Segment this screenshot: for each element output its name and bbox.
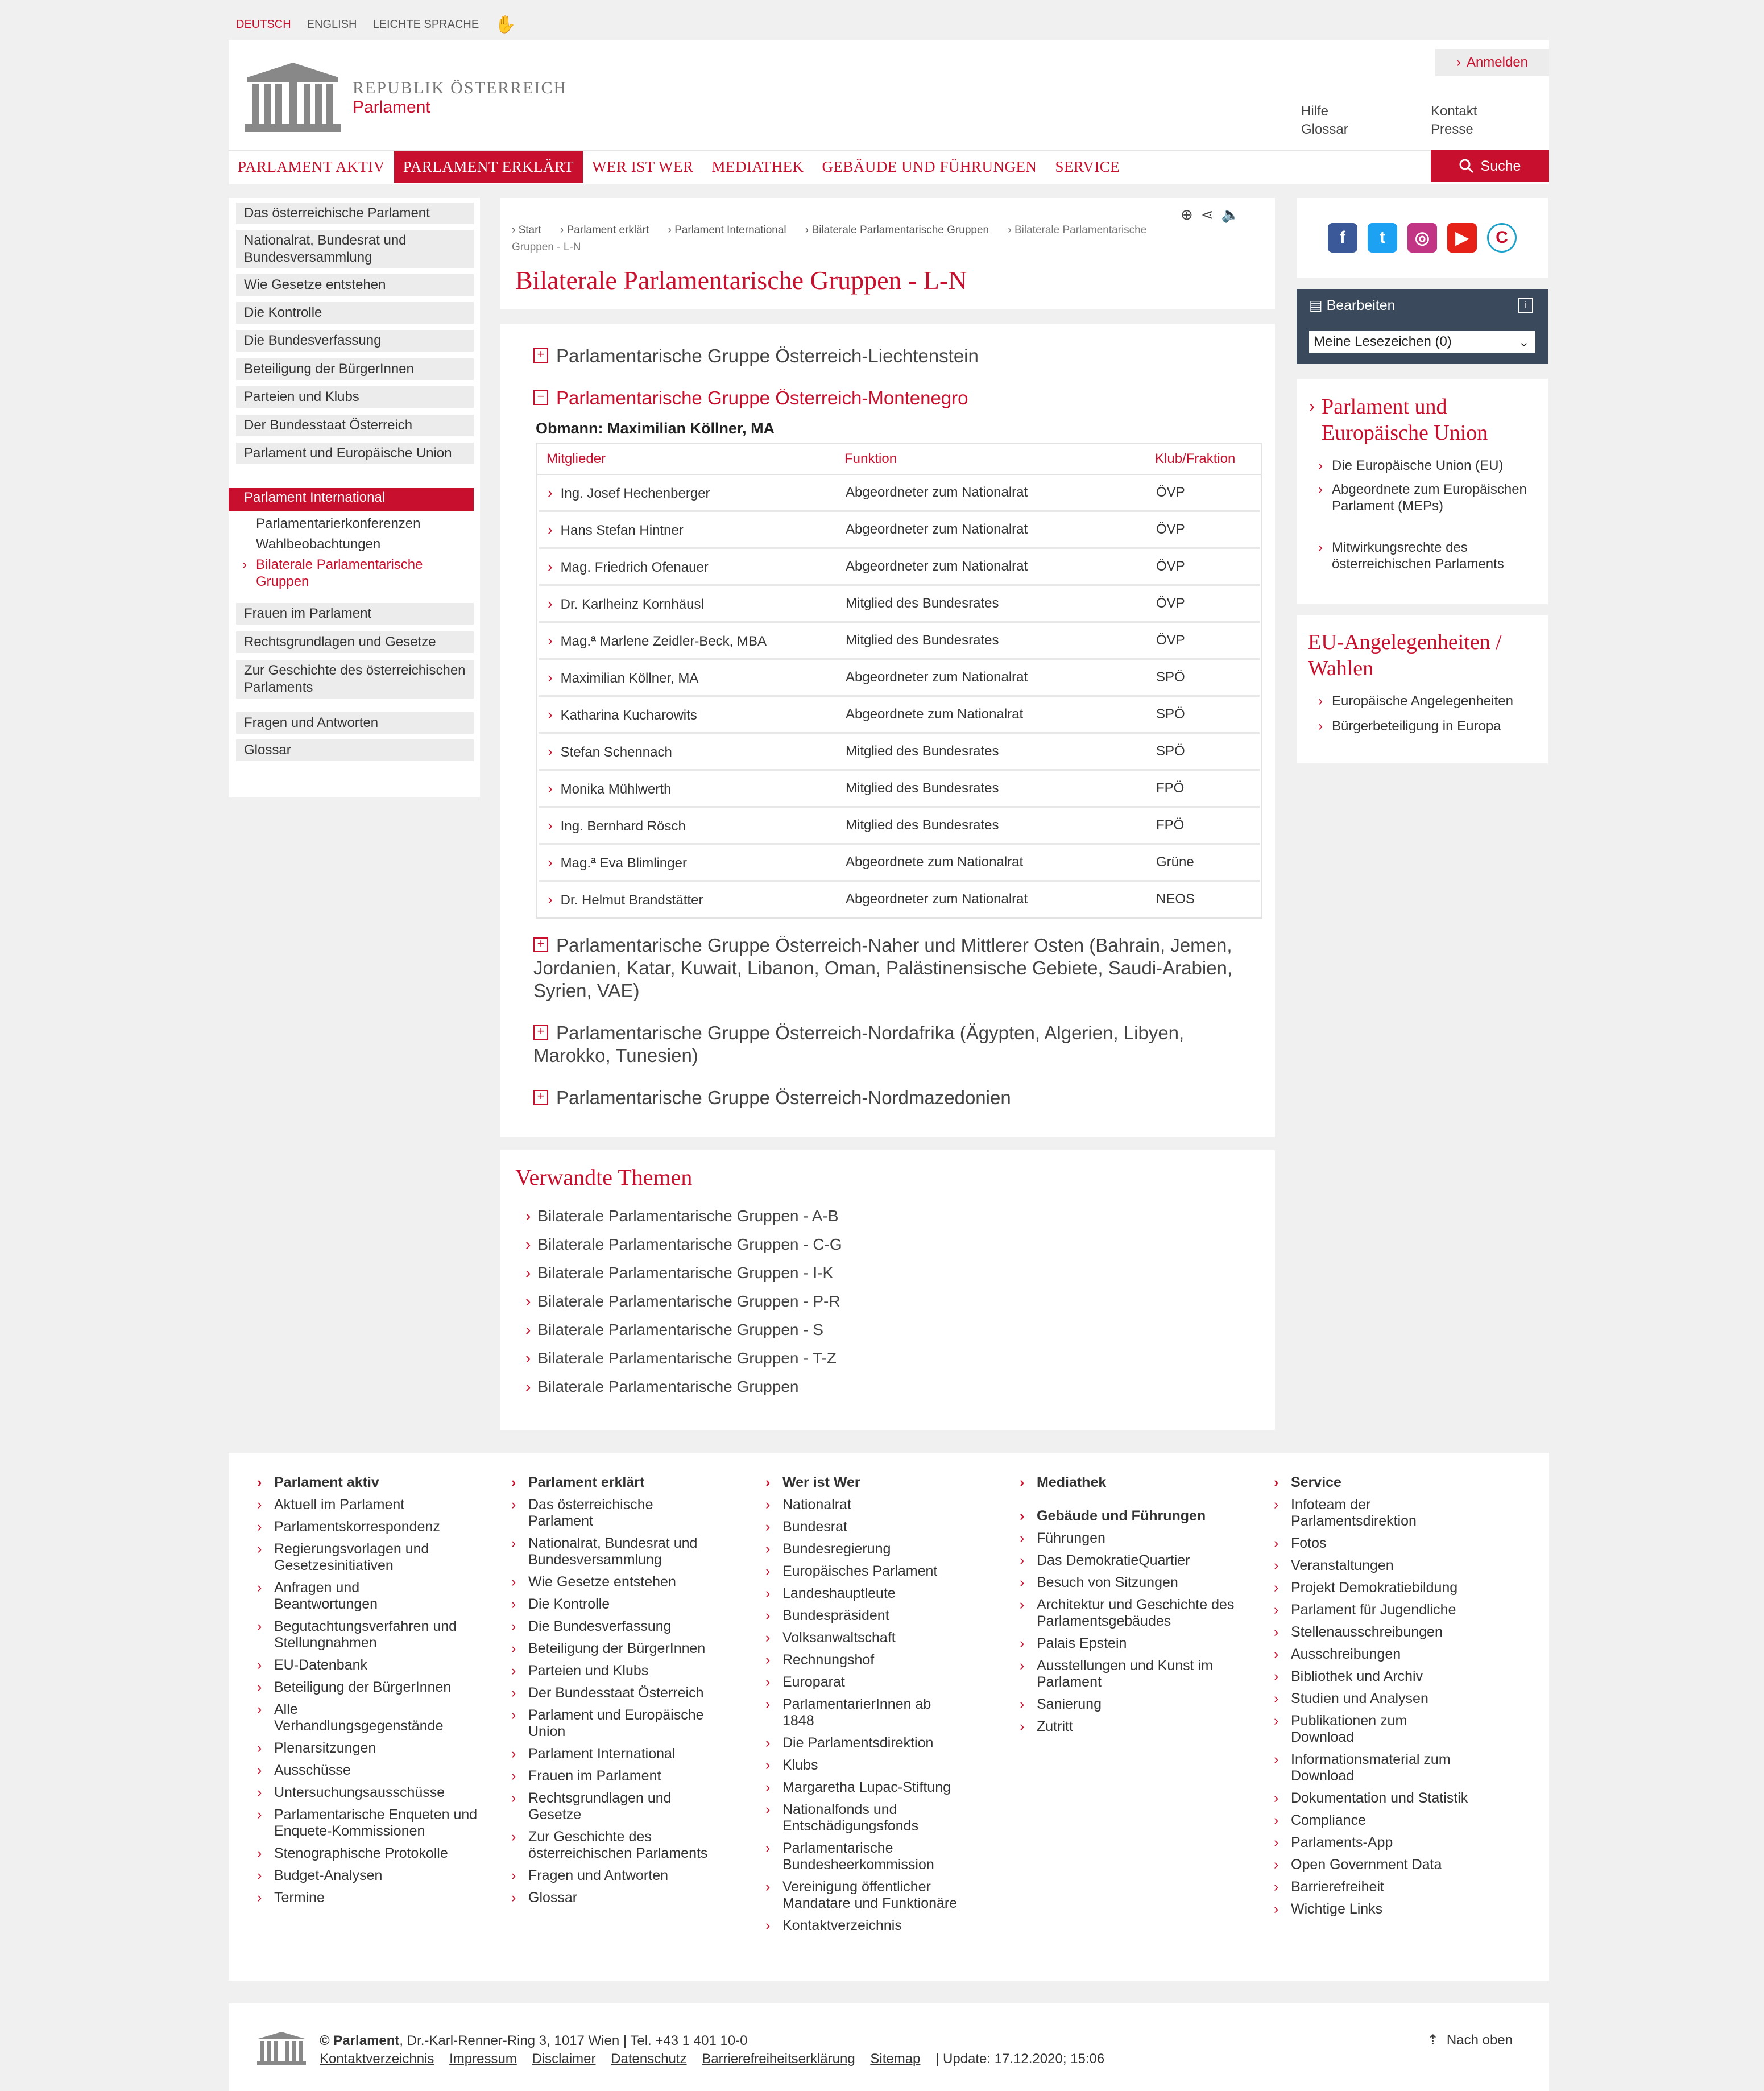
table-row[interactable]: › Maximilian Köllner, MA Abgeordneter zum Nationalrat SPÖ — [539, 660, 1260, 697]
footer-link[interactable]: › Bibliothek und Archiv — [1274, 1668, 1507, 1685]
footer-heading[interactable]: › Mediathek — [1020, 1474, 1253, 1491]
open-data-icon[interactable]: C — [1487, 223, 1517, 253]
footer-link[interactable]: › Bundesregierung — [765, 1541, 999, 1557]
language-bar — [236, 16, 516, 33]
footer-link[interactable]: › Anfragen und Beantwortungen — [257, 1580, 399, 1613]
col-klub: Klub/Fraktion — [1155, 451, 1236, 466]
related-link-s[interactable]: › Bilaterale Parlamentarische Gruppen - S — [525, 1321, 823, 1339]
sidebar-item-rechtsgrundlagen[interactable]: Rechtsgrundlagen und Gesetze — [236, 631, 474, 653]
related-link-a-b[interactable]: › Bilaterale Parlamentarische Gruppen - A-B — [525, 1207, 838, 1225]
sidebar-sub-wahlbeobachtungen[interactable]: Wahlbeobachtungen — [256, 536, 381, 552]
logo-subtitle: Parlament — [353, 98, 430, 117]
table-row[interactable]: › Stefan Schennach Mitglied des Bundesrates SPÖ — [539, 734, 1260, 771]
footer-link[interactable]: › Dokumentation und Statistik — [1274, 1790, 1507, 1807]
parliament-building-icon — [245, 60, 341, 135]
footer-link[interactable]: › Fragen und Antworten — [511, 1867, 744, 1884]
nav-parlament-aktiv[interactable]: PARLAMENT AKTIV — [238, 158, 385, 175]
footer-heading[interactable]: › Parlament aktiv — [257, 1474, 490, 1491]
footer-link[interactable]: › Bundespräsident — [765, 1607, 999, 1624]
breadcrumb-international[interactable]: › Parlament International — [668, 224, 786, 236]
parliament-logo-small-icon — [257, 2031, 306, 2066]
sidebar-item-bundesverfassung[interactable]: Die Bundesverfassung — [236, 330, 474, 352]
sidebar-item-gesetze[interactable]: Wie Gesetze entstehen — [236, 274, 474, 296]
footer-link[interactable]: › Wichtige Links — [1274, 1901, 1507, 1918]
main-nav — [229, 150, 1549, 183]
edit-box — [1297, 289, 1548, 364]
footer-link[interactable]: › Aktuell im Parlament — [257, 1497, 490, 1513]
accordion-naher-osten[interactable]: + Parlamentarische Gruppe Österreich-Naher und Mittlerer Osten (Bahrain, Jemen, Jordanien, Katar, Kuwait, Libanon, Oman, Palästinensische Gebiete, Saudi-Arabien, Syrien, VAE) — [533, 935, 1233, 1001]
footer-link[interactable]: › Sanierung — [1020, 1696, 1253, 1713]
related-link-p-r[interactable]: › Bilaterale Parlamentarische Gruppen - P-R — [525, 1292, 840, 1311]
title-box — [500, 198, 1275, 309]
social-box — [1297, 198, 1548, 278]
footer-link[interactable]: › Informationsmaterial zum Download — [1274, 1751, 1479, 1784]
footer-link[interactable]: › Stenographische Protokolle — [257, 1845, 490, 1862]
footer-link[interactable]: › Das DemokratieQuartier — [1020, 1552, 1253, 1569]
link-datenschutz[interactable]: Datenschutz — [611, 2051, 687, 2067]
sidebar-item-bundesstaat[interactable]: Der Bundesstaat Österreich — [236, 415, 474, 436]
footer-link[interactable]: › Europäisches Parlament — [765, 1563, 999, 1580]
col-funktion: Funktion — [844, 451, 897, 466]
footer-link[interactable]: › Führungen — [1020, 1530, 1253, 1547]
footer-link[interactable]: › Nationalrat — [765, 1497, 999, 1513]
expand-icon: + — [533, 937, 548, 952]
nav-mediathek[interactable]: MEDIATHEK — [711, 158, 804, 175]
footer-link[interactable]: › Fotos — [1274, 1535, 1507, 1552]
footer-link[interactable]: › Untersuchungsausschüsse — [257, 1784, 490, 1801]
sidebar-item-fragen[interactable]: Fragen und Antworten — [236, 712, 474, 734]
obmann-label: Obmann: Maximilian Köllner, MA — [536, 420, 775, 437]
footer-link[interactable]: › Plenarsitzungen — [257, 1740, 490, 1757]
accordion-nordmazedonien[interactable]: + Parlamentarische Gruppe Österreich-Nordmazedonien — [533, 1086, 1239, 1109]
info-icon[interactable]: i — [1518, 298, 1533, 313]
link-impressum[interactable]: Impressum — [449, 2051, 517, 2067]
footer-link[interactable]: › Zur Geschichte des österreichischen Parlaments — [511, 1829, 744, 1862]
youtube-icon[interactable]: ▶ — [1447, 223, 1477, 253]
accordion-liechtenstein[interactable]: + Parlamentarische Gruppe Österreich-Liechtenstein — [533, 345, 1239, 367]
nav-gebaeude[interactable]: GEBÄUDE UND FÜHRUNGEN — [822, 158, 1037, 175]
table-row[interactable]: › Katharina Kucharowits Abgeordnete zum Nationalrat SPÖ — [539, 697, 1260, 734]
table-row[interactable]: › Monika Mühlwerth Mitglied des Bundesrates FPÖ — [539, 771, 1260, 808]
footer-link[interactable]: › Ausschreibungen — [1274, 1646, 1507, 1663]
link-disclaimer[interactable]: Disclaimer — [532, 2051, 596, 2067]
table-row[interactable]: › Dr. Helmut Brandstätter Abgeordneter zum Nationalrat NEOS — [539, 882, 1260, 917]
footer-link[interactable]: › Parlamentskorrespondenz — [257, 1519, 490, 1535]
footer-link[interactable]: › Parlamentarische Bundesheerkommission — [765, 1840, 953, 1873]
glossary-link[interactable]: Glossar — [1301, 122, 1348, 137]
lang-english-link[interactable]: ENGLISH — [307, 18, 357, 31]
footer-heading[interactable]: › Parlament erklärt — [511, 1474, 744, 1491]
parliament-logo[interactable] — [245, 60, 567, 135]
col-mitglieder: Mitglieder — [546, 451, 606, 466]
footer-link[interactable]: › Nationalfonds und Entschädigungsfonds — [765, 1801, 953, 1834]
eu-link-meps[interactable]: › Abgeordnete zum Europäischen Parlament (MEPs) — [1332, 481, 1537, 514]
edit-heading: ▤ Bearbeiten — [1309, 297, 1396, 313]
footer-link[interactable]: › Margaretha Lupac-Stiftung — [765, 1779, 999, 1796]
members-table — [536, 443, 1262, 919]
footer-col-wer-ist-wer — [765, 1474, 999, 1940]
site-header — [229, 40, 1549, 184]
sidebar-item-glossar[interactable]: Glossar — [236, 739, 474, 761]
table-row[interactable]: › Mag.ª Marlene Zeidler-Beck, MBA Mitglied des Bundesrates ÖVP — [539, 623, 1260, 660]
collapse-icon: − — [533, 390, 548, 405]
sidebar-item-beteiligung[interactable]: Beteiligung der BürgerInnen — [236, 358, 474, 380]
footer-heading[interactable]: › Gebäude und Führungen — [1020, 1508, 1253, 1524]
sidebar-item-nationalrat[interactable]: Nationalrat, Bundesrat und Bundesversammlung — [236, 230, 474, 268]
footer-col-erklaert — [511, 1474, 744, 1912]
update-date: | Update: 17.12.2020; 15:06 — [935, 2051, 1105, 2067]
related-topics-box — [500, 1150, 1275, 1430]
footer-link[interactable]: › Die Bundesverfassung — [511, 1618, 744, 1635]
breadcrumb-bilaterale[interactable]: › Bilaterale Parlamentarische Gruppen — [805, 224, 989, 236]
footer-heading[interactable]: › Service — [1274, 1474, 1507, 1491]
footer-link[interactable]: › Nationalrat, Bundesrat und Bundesversammlung — [511, 1535, 733, 1568]
eu2-title: EU-Angelegenheiten / Wahlen — [1308, 630, 1502, 680]
sidebar-item-parteien[interactable]: Parteien und Klubs — [236, 386, 474, 408]
footer-link[interactable]: › Veranstaltungen — [1274, 1557, 1507, 1574]
expand-icon: + — [533, 1025, 548, 1040]
footer-link[interactable]: › Stellenausschreibungen — [1274, 1624, 1507, 1640]
footer-link[interactable]: › Besuch von Sitzungen — [1020, 1575, 1253, 1591]
footer-col-service — [1274, 1474, 1507, 1923]
footer-link[interactable]: › Begutachtungsverfahren und Stellungnahmen — [257, 1618, 479, 1651]
footer-col-mediathek — [1020, 1474, 1253, 1741]
table-row[interactable]: › Mag. Friedrich Ofenauer Abgeordneter zum Nationalrat ÖVP — [539, 549, 1260, 586]
footer-link[interactable]: › Parlament für Jugendliche — [1274, 1602, 1507, 1618]
help-link[interactable]: Hilfe — [1301, 104, 1329, 119]
table-row[interactable]: › Hans Stefan Hintner Abgeordneter zum Nationalrat ÖVP — [539, 512, 1260, 549]
footer-link[interactable]: › Wie Gesetze entstehen — [511, 1574, 744, 1590]
related-link-c-g[interactable]: › Bilaterale Parlamentarische Gruppen - C-G — [525, 1235, 842, 1254]
sidebar-item-international[interactable]: Parlament International — [229, 488, 474, 511]
footer-link[interactable]: › Zutritt — [1020, 1718, 1253, 1735]
footer-link[interactable]: › Studien und Analysen — [1274, 1691, 1507, 1707]
footer-link[interactable]: › Termine — [257, 1890, 490, 1906]
sidebar-item-frauen[interactable]: Frauen im Parlament — [236, 603, 474, 625]
footer-link[interactable]: › Beteiligung der BürgerInnen — [511, 1640, 744, 1657]
nav-service[interactable]: SERVICE — [1055, 158, 1120, 175]
eu-link-eu[interactable]: › Die Europäische Union (EU) — [1332, 457, 1537, 474]
table-row[interactable]: › Mag.ª Eva Blimlinger Abgeordnete zum Nationalrat Grüne — [539, 845, 1260, 882]
footer-link[interactable]: › Open Government Data — [1274, 1857, 1507, 1873]
bookmark-add-icon[interactable]: ⊕ — [1181, 206, 1193, 223]
footer-link[interactable]: › Publikationen zum Download — [1274, 1713, 1461, 1746]
footer-link[interactable]: › Landeshauptleute — [765, 1585, 999, 1602]
footer-link[interactable]: › Barrierefreiheit — [1274, 1879, 1507, 1895]
sign-language-icon[interactable]: ✋ — [495, 15, 516, 34]
sidebar-item-kontrolle[interactable]: Die Kontrolle — [236, 302, 474, 324]
facebook-icon[interactable]: f — [1328, 223, 1357, 253]
accordion-montenegro[interactable]: − Parlamentarische Gruppe Österreich-Montenegro — [533, 387, 1239, 410]
table-row[interactable]: › Ing. Bernhard Rösch Mitglied des Bundesrates FPÖ — [539, 808, 1260, 845]
bookmarks-select[interactable]: Meine Lesezeichen (0) ⌄ — [1309, 331, 1535, 353]
footer-link[interactable]: › Volksanwaltschaft — [765, 1630, 999, 1646]
footer-link[interactable]: › Beteiligung der BürgerInnen — [257, 1679, 490, 1696]
breadcrumb — [512, 222, 1183, 256]
footer-link[interactable]: › Palais Epstein — [1020, 1635, 1253, 1652]
eu-box — [1297, 379, 1548, 604]
accordion-nordafrika[interactable]: + Parlamentarische Gruppe Österreich-Nordafrika (Ägypten, Algerien, Libyen, Marokko, Tunesien) — [533, 1022, 1185, 1066]
sidebar-item-das-parlament[interactable]: Das österreichische Parlament — [236, 203, 474, 224]
footer-link[interactable]: › Rechnungshof — [765, 1652, 999, 1668]
service-links — [1301, 104, 1544, 138]
footer-link[interactable]: › Architektur und Geschichte des Parlamentsgebäudes — [1020, 1597, 1241, 1630]
footer-link[interactable]: › Parlament International — [511, 1746, 744, 1762]
footer-link[interactable]: › Europarat — [765, 1674, 999, 1691]
footer-link[interactable]: › EU-Datenbank — [257, 1657, 490, 1673]
footer-link[interactable]: › Vereinigung öffentlicher Mandatare und Funktionäre — [765, 1879, 993, 1912]
share-icon[interactable]: ⋖ — [1200, 206, 1214, 223]
lang-deutsch-link[interactable]: DEUTSCH — [236, 18, 291, 31]
eu2-link-angelegenheiten[interactable]: › Europäische Angelegenheiten — [1332, 693, 1537, 709]
footer-sitemap — [229, 1453, 1549, 1981]
back-to-top-button[interactable]: ⇡ Nach oben — [1427, 2032, 1513, 2048]
footer-link[interactable]: › ParlamentarierInnen ab 1848 — [765, 1696, 964, 1729]
page-tools — [1181, 206, 1240, 224]
sidebar-item-geschichte[interactable]: Zur Geschichte des österreichischen Parlaments — [236, 660, 474, 699]
eu2-link-buergerbeteiligung[interactable]: › Bürgerbeteiligung in Europa — [1332, 718, 1537, 734]
footer-link[interactable]: › Die Parlamentsdirektion — [765, 1735, 999, 1751]
press-link[interactable]: Presse — [1431, 122, 1473, 137]
breadcrumb-current: › Bilaterale Parlamentarische Gruppen - L-N — [512, 224, 1147, 253]
expand-icon: + — [533, 1090, 548, 1105]
footer-link[interactable]: › Der Bundesstaat Österreich — [511, 1685, 744, 1701]
arrow-up-icon: ⇡ — [1427, 2032, 1439, 2048]
footer-link[interactable]: › Die Kontrolle — [511, 1596, 744, 1613]
bottom-bar — [229, 2003, 1549, 2091]
footer-link[interactable]: › Parteien und Klubs — [511, 1663, 744, 1679]
footer-link[interactable]: › Bundesrat — [765, 1519, 999, 1535]
footer-link[interactable]: › Regierungsvorlagen und Gesetzesinitiativen — [257, 1541, 479, 1574]
eu-elections-box — [1297, 615, 1548, 763]
breadcrumb-erklaert[interactable]: › Parlament erklärt — [560, 224, 649, 236]
twitter-icon[interactable]: t — [1368, 223, 1397, 253]
lang-easy-link[interactable]: LEICHTE SPRACHE — [372, 18, 479, 31]
nav-parlament-erklaert[interactable]: PARLAMENT ERKLÄRT — [394, 151, 583, 183]
logo-title: REPUBLIK ÖSTERREICH — [353, 78, 568, 97]
breadcrumb-start[interactable]: › Start — [512, 224, 541, 236]
nav-wer-ist-wer[interactable]: WER IST WER — [591, 158, 694, 175]
sidebar-sub-konferenzen[interactable]: Parlamentarierkonferenzen — [256, 516, 421, 531]
footer-link[interactable]: › Projekt Demokratiebildung — [1274, 1580, 1507, 1596]
sidebar-item-eu[interactable]: Parlament und Europäische Union — [236, 443, 474, 464]
link-kontaktverzeichnis[interactable]: Kontaktverzeichnis — [320, 2051, 434, 2067]
footer-link[interactable]: › Alle Verhandlungsgegenstände — [257, 1701, 467, 1734]
link-barrierefreiheit[interactable]: Barrierefreiheitserklärung — [702, 2051, 855, 2067]
bookmark-icon: ▤ — [1309, 297, 1327, 313]
expand-icon: + — [533, 348, 548, 363]
related-link-i-k[interactable]: › Bilaterale Parlamentarische Gruppen - I-K — [525, 1264, 833, 1282]
eu-title[interactable]: › Parlament und Europäische Union — [1322, 394, 1548, 446]
copyright: © Parlament, Dr.-Karl-Renner-Ring 3, 1017 Wien | Tel. +43 1 401 10-0 Kontaktverzeichnis Impressum Disclaimer Datenschutz Barrierefreiheitserklärung Sitemap | Update: 17.12.2020; 15:06 — [320, 2033, 1105, 2067]
table-header — [537, 444, 1261, 475]
footer-link[interactable]: › Glossar — [511, 1890, 744, 1906]
chevron-down-icon: ⌄ — [1518, 334, 1530, 350]
footer-link[interactable]: › Budget-Analysen — [257, 1867, 490, 1884]
footer-link[interactable]: › Compliance — [1274, 1812, 1507, 1829]
related-link-all[interactable]: › Bilaterale Parlamentarische Gruppen — [525, 1378, 798, 1396]
eu-link-mitwirkung[interactable]: › Mitwirkungsrechte des österreichischen Parlaments — [1332, 539, 1537, 572]
instagram-icon[interactable]: ◎ — [1407, 223, 1437, 253]
footer-link[interactable]: › Ausstellungen und Kunst im Parlament — [1020, 1658, 1241, 1691]
search-icon — [1459, 159, 1474, 173]
login-button[interactable]: › Anmelden — [1435, 49, 1549, 76]
footer-link[interactable]: › Rechtsgrundlagen und Gesetze — [511, 1790, 710, 1823]
footer-link[interactable]: › Parlament und Europäische Union — [511, 1707, 733, 1740]
table-row[interactable]: › Dr. Karlheinz Kornhäusl Mitglied des Bundesrates ÖVP — [539, 586, 1260, 623]
page-title: Bilaterale Parlamentarische Gruppen - L-N — [515, 266, 967, 295]
footer-link[interactable]: › Frauen im Parlament — [511, 1768, 744, 1784]
footer-link[interactable]: › Ausschüsse — [257, 1762, 490, 1779]
footer-link[interactable]: › Infoteam der Parlamentsdirektion — [1274, 1497, 1461, 1530]
footer-link[interactable]: › Klubs — [765, 1757, 999, 1774]
related-link-t-z[interactable]: › Bilaterale Parlamentarische Gruppen - T-Z — [525, 1349, 837, 1367]
footer-link[interactable]: › Parlaments-App — [1274, 1834, 1507, 1851]
search-button[interactable]: Suche — [1431, 150, 1549, 182]
related-title: Verwandte Themen — [515, 1164, 693, 1190]
footer-col-aktiv — [257, 1474, 490, 1912]
contact-link[interactable]: Kontakt — [1431, 104, 1477, 119]
read-aloud-icon[interactable]: 🔈 — [1221, 206, 1240, 223]
link-sitemap[interactable]: Sitemap — [870, 2051, 921, 2067]
footer-heading[interactable]: › Wer ist Wer — [765, 1474, 999, 1491]
footer-link[interactable]: › Das österreichische Parlament — [511, 1497, 699, 1530]
left-sidebar-nav — [229, 198, 480, 797]
sidebar-sub-bilaterale[interactable]: › Bilaterale Parlamentarische Gruppen — [242, 557, 423, 589]
footer-link[interactable]: › Parlamentarische Enqueten und Enquete-Kommissionen — [257, 1807, 479, 1840]
content-box — [500, 324, 1275, 1137]
table-row[interactable]: › Ing. Josef Hechenberger Abgeordneter zum Nationalrat ÖVP — [539, 475, 1260, 512]
footer-link[interactable]: › Kontaktverzeichnis — [765, 1918, 999, 1934]
